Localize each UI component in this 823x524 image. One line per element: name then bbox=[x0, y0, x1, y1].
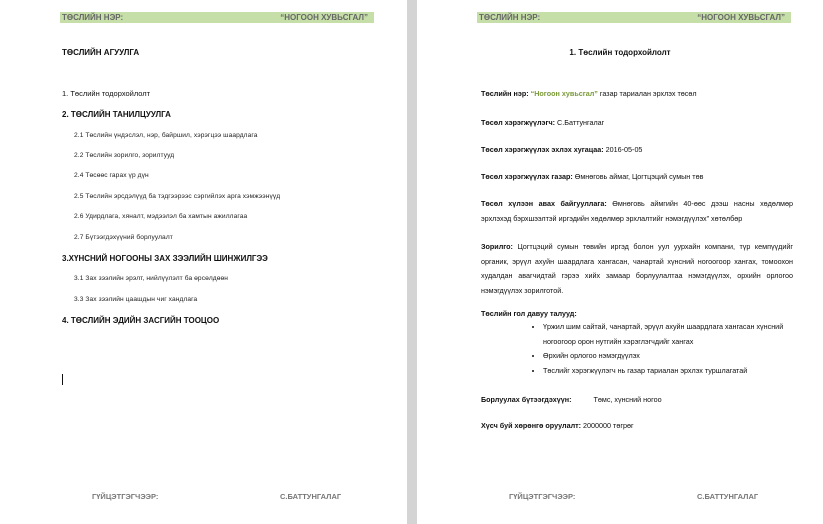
toc-item[interactable]: 2. ТӨСЛИЙН ТАНИЛЦУУЛГА bbox=[62, 110, 171, 119]
project-place-value: Өмнөговь аймаг, Цогтцэций сумын төв bbox=[572, 172, 704, 181]
header-right-text: “НОГООН ХУВЬСГАЛ” bbox=[280, 13, 368, 22]
toc-item[interactable]: 4. ТӨСЛИЙН ЭДИЙН ЗАСГИЙН ТООЦОО bbox=[62, 316, 220, 325]
section-title: 1. Төслийн тодорхойлолт bbox=[569, 48, 671, 57]
advantages-title: Төслийн гол давуу талууд: bbox=[481, 309, 577, 318]
footer-left-text: ГҮЙЦЭТГЭГЧЭЭР: bbox=[509, 492, 576, 501]
page-gutter bbox=[407, 0, 417, 524]
project-recipient-paragraph bbox=[481, 197, 793, 226]
toc-item[interactable]: 3.1 Зах зээлийн эрэлт, нийлүүлэлт ба өрсөлдөөн bbox=[74, 275, 229, 282]
footer-right-text: С.БАТТУНГАЛАГ bbox=[697, 492, 759, 501]
header-right-text: “НОГООН ХУВЬСГАЛ” bbox=[697, 13, 785, 22]
project-user-label: Төсөл хэрэгжүүлэгч: bbox=[481, 118, 556, 127]
capital-value: 2000000 төгрөг bbox=[581, 421, 634, 430]
document-page-left bbox=[0, 0, 407, 524]
project-goal-paragraph bbox=[481, 240, 793, 298]
project-name-label: Төслийн нэр: bbox=[481, 89, 529, 98]
project-start-value: 2016-05-05 bbox=[603, 145, 643, 154]
footer-right-text: С.БАТТУНГАЛАГ bbox=[280, 492, 342, 501]
project-recipient-label: Төсөл хүлээн авах байгууллага: bbox=[481, 199, 607, 208]
toc-item[interactable]: 3.ХҮНСНИЙ НОГООНЫ ЗАХ ЗЭЭЛИЙН ШИНЖИЛГЭЭ bbox=[62, 254, 268, 263]
toc-item[interactable]: 2.7 Бүтээгдэхүүний борлуулалт bbox=[74, 234, 173, 241]
capital-label: Хүсч буй хөрөнгө оруулалт: bbox=[481, 421, 582, 430]
toc-item[interactable]: 2.5 Төслийн эрсдэлүүд ба тэдгээрээс сэргийлэх арга хэмжээнүүд bbox=[74, 193, 281, 200]
product-value: Төмс, хүнсний ногоо bbox=[593, 395, 662, 404]
toc-item[interactable]: 2.1 Төслийн үндэслэл, нэр, байршил, хэрэгцээ шаардлага bbox=[74, 132, 258, 139]
project-place-label: Төсөл хэрэгжүүлэх газар: bbox=[481, 172, 573, 181]
project-name-value: “Ногоон хувьсгал” bbox=[530, 89, 598, 98]
project-name-suffix: газар тариалан эрхлэх төсөл bbox=[597, 89, 697, 98]
product-line bbox=[481, 393, 793, 408]
toc-item[interactable]: 2.2 Төслийн зорилго, зорилтууд bbox=[74, 152, 175, 159]
advantages-list bbox=[531, 320, 803, 378]
capital-line bbox=[481, 419, 793, 434]
toc-item[interactable]: 2.4 Төсөөс гарах үр дүн bbox=[74, 172, 149, 179]
project-start-label: Төсөл хэрэгжүүлэх эхлэх хугацаа: bbox=[481, 145, 604, 154]
project-user-value: С.Баттунгалаг bbox=[555, 118, 605, 127]
project-place-line bbox=[481, 170, 793, 185]
page-header bbox=[60, 12, 374, 23]
project-goal-value: Цогтцэций сумын төвийн иргэд болон уул уурхайн компани, түр кемпүүдийг органик, эрүүл ахуйн шаардлага хангасан, чанартай хүнсний ногоогоор хангах, томоохон худалдан авагчидтай гэрээ хийх замаар борлуулалтаа нэмэгдүүлэх, орхийн орлогоо нэмэгдүүлэх зорилготой. bbox=[481, 242, 793, 295]
list-item: • Өрхийн орлогоо нэмэгдүүлэх bbox=[543, 349, 803, 364]
document-page-right bbox=[417, 0, 823, 524]
project-start-line bbox=[481, 143, 793, 158]
project-goal-label: Зорилго: bbox=[481, 242, 513, 251]
list-item: • Үржил шим сайтай, чанартай, эрүүл ахуйн шаардлага хангасан хүнсний ногоогоор орон нутгийн хэрэглэгчдийг хангах bbox=[543, 320, 803, 349]
toc-title: ТӨСЛИЙН АГУУЛГА bbox=[62, 48, 140, 57]
header-left-text: ТӨСЛИЙН НЭР: bbox=[62, 13, 124, 22]
toc-item[interactable]: 2.6 Удирдлага, хяналт, мэдээлэл ба хамтын ажиллагаа bbox=[74, 213, 248, 220]
list-item: • Төслийг хэрэгжүүлэгч нь газар тариалан эрхлэх туршлагатай bbox=[543, 364, 803, 379]
page-header bbox=[477, 12, 791, 23]
toc-item[interactable]: 3.3 Зах зээлийн цаашдын чиг хандлага bbox=[74, 296, 198, 303]
footer-left-text: ГҮЙЦЭТГЭГЧЭЭР: bbox=[92, 492, 159, 501]
toc-item[interactable]: 1. Төслийн тодорхойлолт bbox=[62, 89, 151, 98]
header-left-text: ТӨСЛИЙН НЭР: bbox=[479, 13, 541, 22]
project-recipient-value: Өмнөговь аймгийн 40-өөс дээш насны хөдөлмөр эрхлэхэд бэрхшээлтэй иргэдийн хөдөлмөр эрхлалтийг нэмэгдүүлэх” хөтөлбөр bbox=[481, 199, 793, 223]
text-cursor bbox=[62, 374, 63, 385]
project-name-line bbox=[481, 87, 793, 102]
product-label: Борлуулах бүтээгдэхүүн: bbox=[481, 395, 572, 404]
project-user-line bbox=[481, 116, 793, 131]
